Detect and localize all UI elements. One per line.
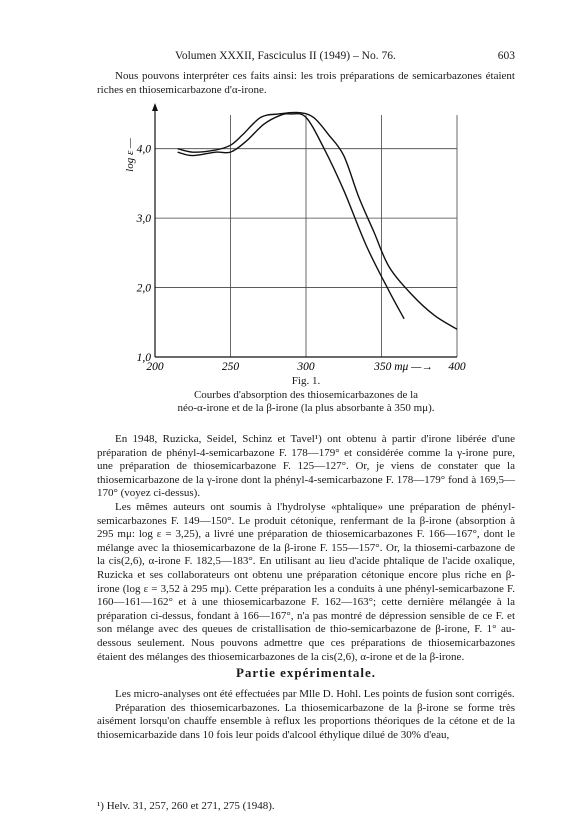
series-line-1 <box>178 112 457 329</box>
intro-text <box>97 70 515 97</box>
section-title: Partie expérimentale. <box>235 665 377 680</box>
caption-line-1: Courbes d'absorption des thiosemicarbazones de la <box>193 388 419 401</box>
figure-caption <box>97 375 515 416</box>
chart-svg <box>97 95 515 385</box>
figure-label: Fig. 1. <box>291 375 321 387</box>
x-tick-label: 250 <box>221 361 240 373</box>
body-text <box>97 433 515 664</box>
x-tick-label: 400 <box>448 361 466 373</box>
page-number: 603 <box>497 50 515 62</box>
footnote: ¹) Helv. 31, 257, 260 et 271, 275 (1948). <box>97 800 275 812</box>
series-line-2 <box>178 114 405 319</box>
exp-paragraph-2: Préparation des thiosemicarbazones. La thiosemicarbazone de la β-irone se forme très aisément lorsqu'on chauffe ensemble à reflux les proportions théoriques de la cétone et de la thiosemicarbazide dans 10 fois leur poids d'alcool éthylique dilué de 30% d'eau, <box>97 701 515 741</box>
x-tick-label: 300 <box>297 361 315 373</box>
paragraph-2: Les mêmes auteurs ont soumis à l'hydrolyse «phtalique» une préparation de phényl-semicarbazones F. 149—150°. Le produit cétonique, renfermant de la β-irone (absorption à 295 mμ: log ε = 3,25), a livré une préparation de thiosemicarbazones F. 166—167°, dont le mélange avec la thiosemicarbazone de la β-irone F. 155—157°. Or, la thiosemi-carbazone de la cis(2,6), α-irone F. 182,5—183°. En utilisant au lieu d'acide phtalique de l'acide oxalique, Ruzicka et ses collaborateurs ont obtenu une préparation cétonique encore plus riche en β-irone (log ε = 3,52 à 295 mμ). Cette préparation les a conduits à une phényl-semicarbazone F. 160—161—162° et à une thiosemicarbazone F. 162—163°; cette dernière mélangée à la préparation ci-dessus, fondant à 166—167°, n'a pas montré de dépression sensible de ce F. et son mélange avec des queues de cristallisation de thio-semicarbazone de β-irone, F. 1° au-dessous seulement. Nous pouvons admettre que ces préparations de thiosemicarbazones étaient des mélanges des thiosemicarbazones de la cis(2,6), α-irone et de la β-irone. <box>97 500 515 663</box>
y-tick-label: 1,0 <box>136 352 151 364</box>
x-tick-label: 350 mμ —→ <box>374 361 433 373</box>
chart-axes <box>152 103 457 357</box>
y-axis-label: log ε — <box>124 138 136 172</box>
y-tick-label: 3,0 <box>136 213 151 226</box>
experimental-text <box>97 688 515 742</box>
caption-line-2: néo-α-irone et de la β-irone (la plus absorbante à 350 mμ). <box>177 402 435 414</box>
intro-paragraph: Nous pouvons interpréter ces faits ainsi: les trois préparations de semicarbazones étaient riches en thiosemicarbazone d'α-irone. <box>97 70 515 96</box>
running-header <box>97 50 515 66</box>
y-axis-arrow <box>152 103 158 111</box>
exp-paragraph-1: Les micro-analyses ont été effectuées par Mlle D. Hohl. Les points de fusion sont corrigés. <box>115 688 515 700</box>
absorption-chart <box>97 95 515 385</box>
chart-series <box>178 112 457 329</box>
chart-ticks <box>136 144 466 373</box>
paragraph-1: En 1948, Ruzicka, Seidel, Schinz et Tavel¹) ont obtenu à partir d'irone libérée d'une préparation de phényl-4-semicarbazone F. 178—179° et considérée comme la γ-irone pure, une préparation de thiosemicarbazone F. 125—127°. Or, je viens de constater que la thiosemicarbazone de la γ-irone dont la phényl-4-semicarbazone F. 178—179° fond à 169,5—170° (voyez ci-dessus). <box>97 433 515 500</box>
y-tick-label: 2,0 <box>136 282 151 295</box>
x-tick-label: 200 <box>146 361 164 373</box>
y-tick-label: 4,0 <box>136 143 151 156</box>
running-title: Volumen XXXII, Fasciculus II (1949) – No. 76. <box>175 50 396 62</box>
chart-grid <box>155 115 457 357</box>
